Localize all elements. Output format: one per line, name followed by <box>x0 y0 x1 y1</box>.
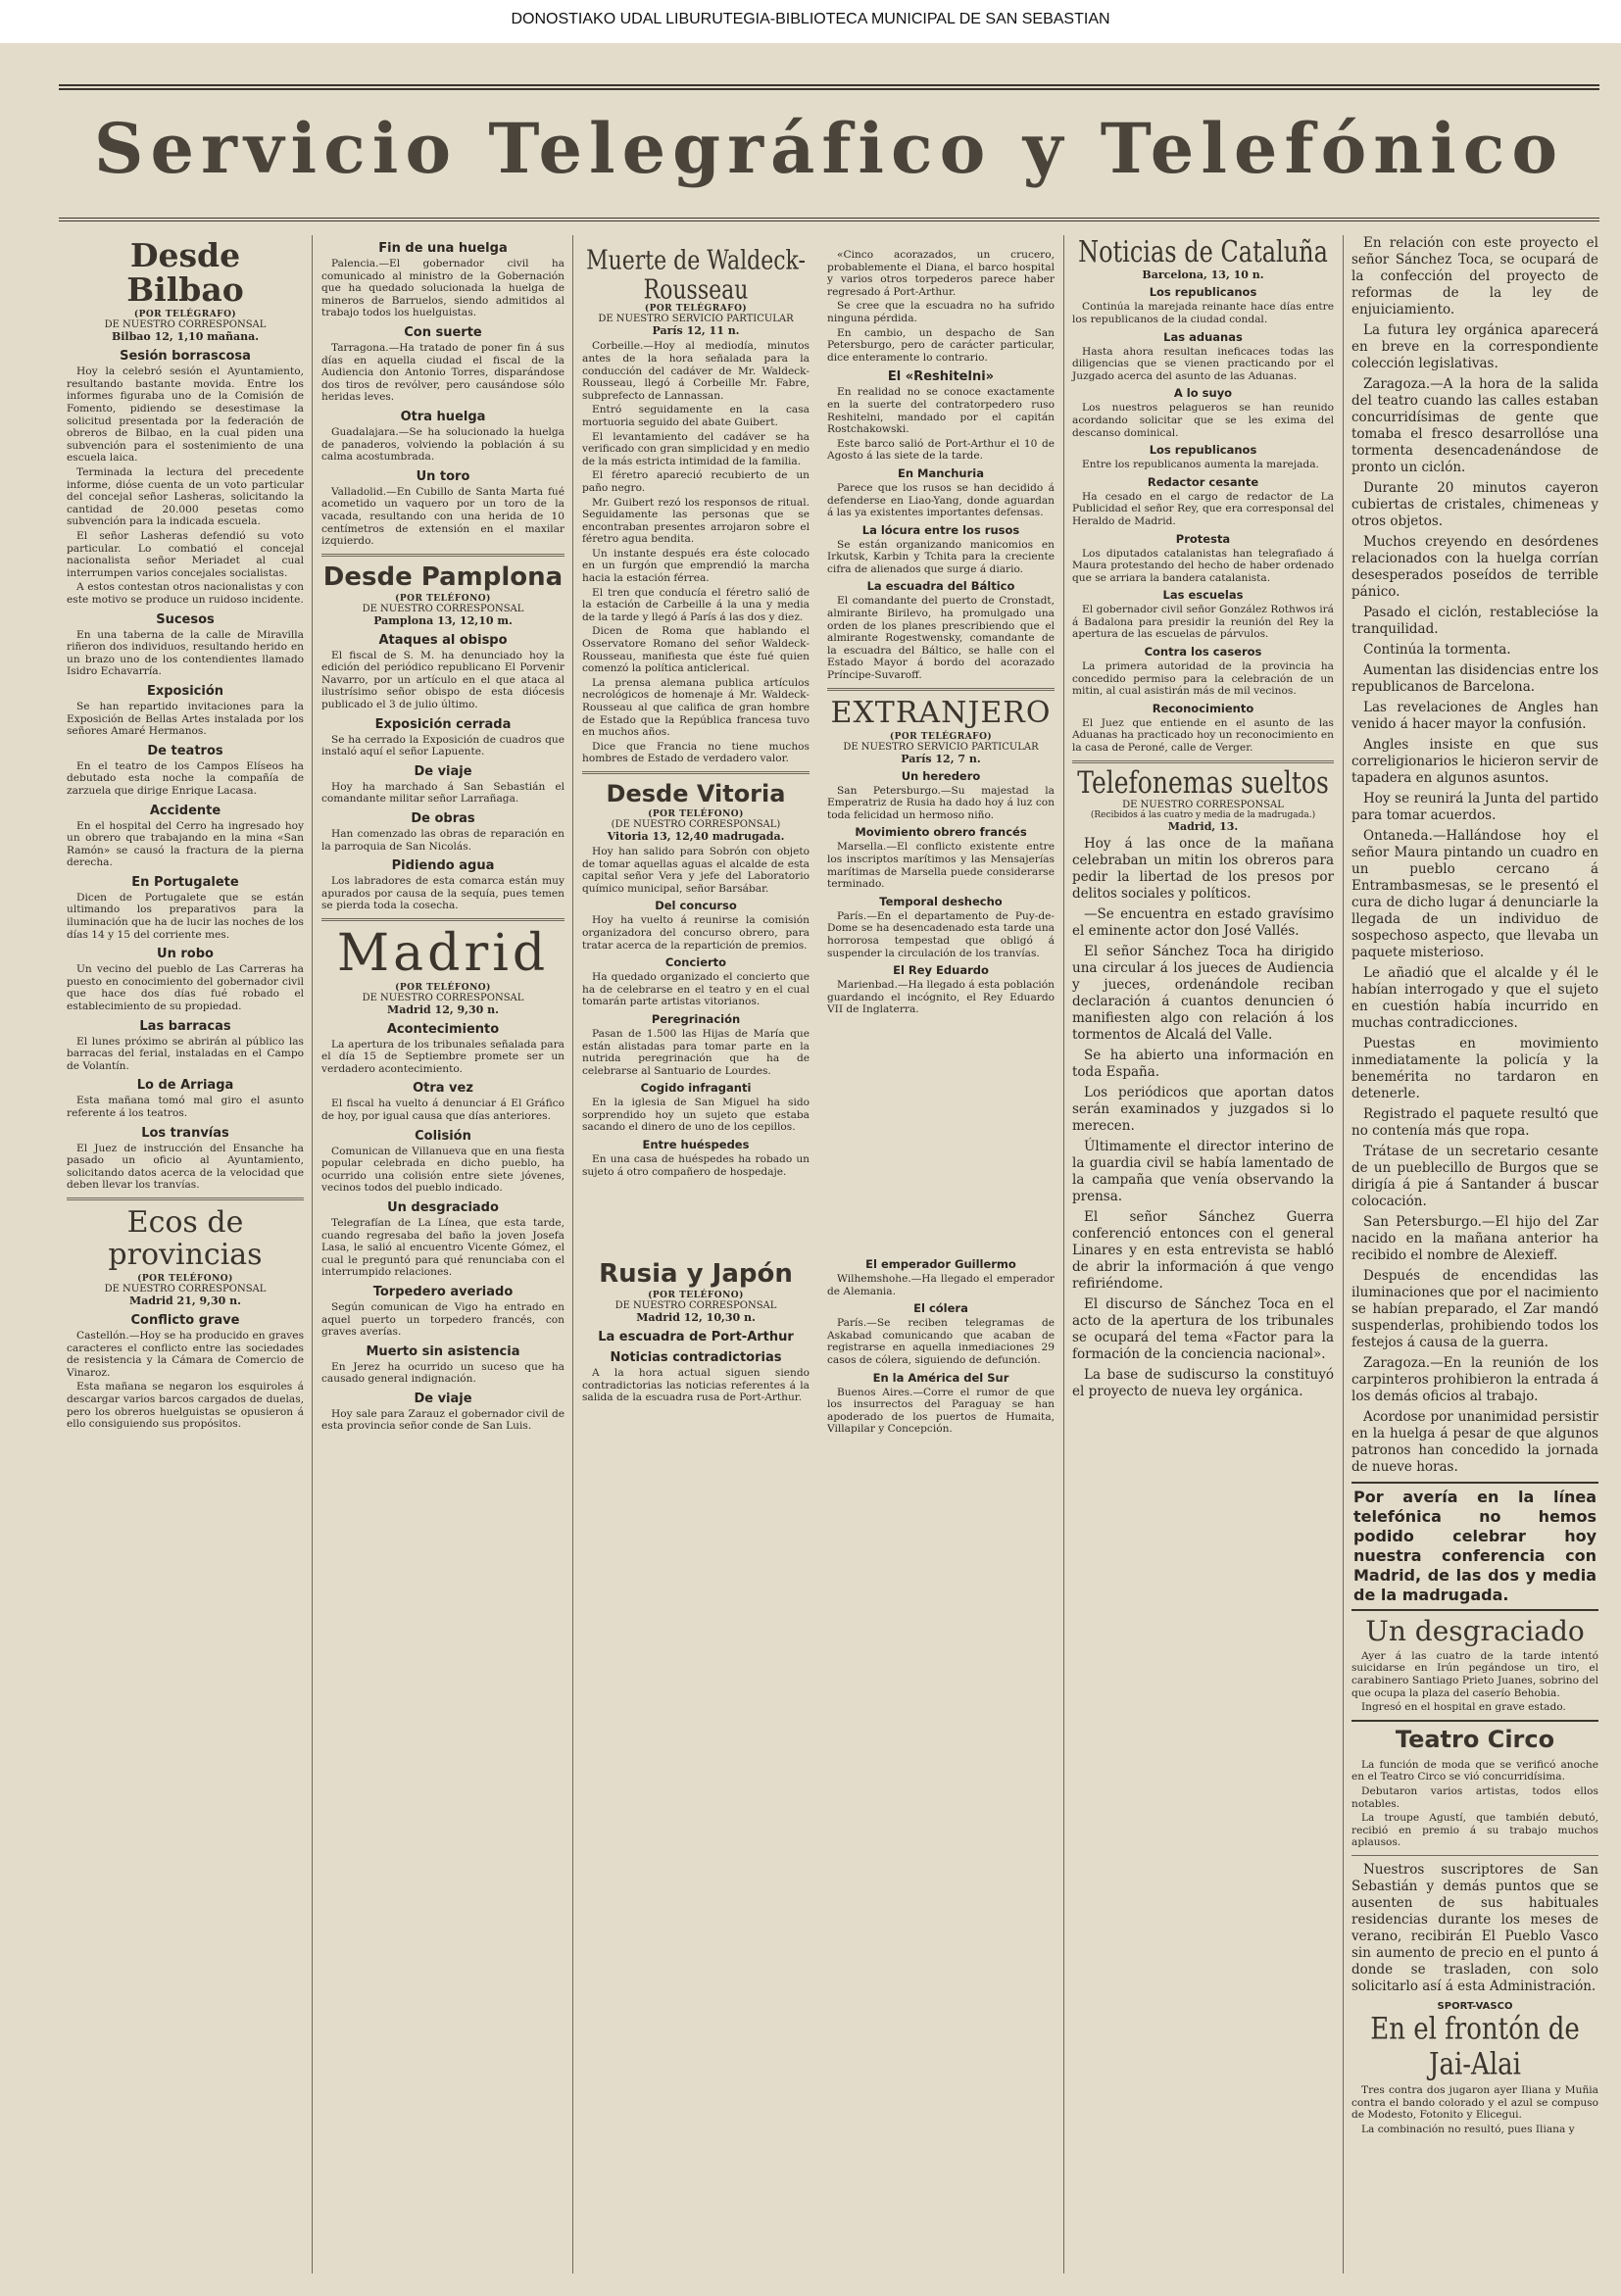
paragraph: Terminada la lectura del precedente informe, dióse cuenta de un voto particular del concejal señor Lasheras, solicitando la cantidad de 20.000 pesetas como subvención para la indicada escuela. <box>67 466 304 528</box>
correspondent-line: DE NUESTRO CORRESPONSAL <box>1122 800 1284 811</box>
subheading: Muerto sin asistencia <box>366 1343 520 1359</box>
paragraph: La prensa alemana publica artículos necrológicos de homenaje á Mr. Waldeck-Rousseau al que califica de gran hombre de Estado que la República francesa tuvo en muchos años. <box>582 676 810 739</box>
source-line: (POR TELÉGRAFO) <box>644 304 748 315</box>
paragraph: Hoy se reunirá la Junta del partido para tomar acuerdos. <box>1351 791 1598 823</box>
paragraph: A la hora actual siguen siendo contradictorias las noticias referentes á la salida de la escuadra rusa de Port-Arthur. <box>582 1367 810 1404</box>
paragraph: Un vecino del pueblo de Las Carreras ha puesto en conocimiento del gobernador civil que hace dos días fué robado el establecimiento de su propiedad. <box>67 963 304 1013</box>
subheading: Acontecimiento <box>386 1021 500 1037</box>
source-line: (POR TELÉFONO) <box>395 982 491 993</box>
paragraph: La base de sudiscurso la constituyó el proyecto de nueva ley orgánica. <box>1072 1367 1334 1400</box>
dateline: Bilbao 12, 1,10 mañana. <box>111 330 260 344</box>
subheading: De viaje <box>414 1391 472 1406</box>
paragraph: Hoy han salido para Sobrón con objeto de tomar aquellas aguas el alcalde de esta capital señor Vera y jefe del Laboratorio químico municipal, señor Barsábar. <box>582 845 810 895</box>
dateline: Madrid, 13. <box>1167 820 1239 834</box>
paragraph: Ayer á las cuatro de la tarde intentó suicidarse en Irún pegándose un tiro, el carabinero Santiago Prieto Juanes, sobrino del que ocupa la plaza del caserío Behobia. <box>1351 1649 1598 1699</box>
paragraph: Después de encendidas las iluminaciones que por el nacimiento se habían preparado, el Zar mandó suspenderlas, prohibiendo todos los festejos á causa de la guerra. <box>1351 1268 1598 1350</box>
subheading: Las escuelas <box>1162 588 1244 603</box>
paragraph: Acordose por unanimidad persistir en la huelga á pesar de que algunos patronos han concedido la jornada de nueve horas. <box>1351 1409 1598 1475</box>
divider <box>582 771 810 774</box>
paragraph: Wilhemshohe.—Ha llegado el emperador de Alemania. <box>827 1273 1055 1297</box>
paragraph: Según comunican de Vigo ha entrado en aquel puerto un torpedero francés, con graves averías. <box>321 1300 565 1339</box>
subheading: Los tranvías <box>141 1125 229 1141</box>
subheading: La lócura entre los rusos <box>861 522 1020 537</box>
subheading: Un heredero <box>901 768 981 783</box>
source-line: (POR TELÉFONO) <box>395 593 491 604</box>
subheading: Protesta <box>1175 531 1231 546</box>
paragraph: Pasan de 1.500 las Hijas de María que están alistadas para tomar parte en la nutrida peregrinación que ha de celebrarse al Santuario de Lourdes. <box>582 1027 810 1077</box>
section-title: Madrid <box>336 924 550 983</box>
paragraph: El féretro apareció recubierto de un paño negro. <box>582 469 810 494</box>
paragraph: En cambio, un despacho de San Petersburgo, pero de carácter particular, dice enteramente lo contrario. <box>827 326 1055 364</box>
paragraph: En una casa de huéspedes ha robado un sujeto á otro compañero de hospedaje. <box>582 1153 810 1178</box>
note-line: (Recibidos á las cuatro y media de la madrugada.) <box>1090 810 1316 821</box>
column-3d <box>823 1253 1058 2282</box>
correspondent-line: DE NUESTRO CORRESPONSAL <box>362 992 524 1003</box>
subheading: Las aduanas <box>1163 329 1243 344</box>
source-line: (POR TELÉGRAFO) <box>133 310 237 320</box>
paragraph: Últimamente el director interino de la guardia civil se había lamentado de la campaña que venía observando la prensa. <box>1072 1139 1334 1205</box>
subheading: En Manchuria <box>897 465 984 480</box>
paragraph: Le añadió que el alcalde y él le habían interrogado y que el sujeto en cuestión había incurrido en muchas contradicciones. <box>1351 965 1598 1031</box>
paragraph: Comunican de Villanueva que en una fiesta popular celebrada en dicho pueblo, ha ocurrido una colisión entre siete jóvenes, vecinos todos del pueblo indicado. <box>321 1145 565 1195</box>
paragraph: El tren que conducía el féretro salió de la estación de Carbeille á la una y media de la tarde y llegó á París á las dos y diez. <box>582 586 810 623</box>
paragraph: El Juez que entiende en el asunto de las Aduanas ha practicado hoy un reconocimiento en la casa de Peroné, calle de Verger. <box>1072 716 1334 755</box>
dateline: Vitoria 13, 12,40 madrugada. <box>607 829 785 843</box>
paragraph: Continúa la marejada reinante hace días entre los republicanos de la ciudad condal. <box>1072 301 1334 325</box>
divider <box>827 688 1055 691</box>
section-title: Desde Vitoria <box>606 779 786 807</box>
column-2 <box>318 235 568 2283</box>
subheading: Peregrinación <box>651 1011 741 1026</box>
subheading: Del concurso <box>655 899 737 913</box>
paragraph: El Juez de instrucción del Ensanche ha pasado un oficio al Ayuntamiento, solicitando datos acerca de la velocidad que deben llevar los tranvías. <box>67 1142 304 1192</box>
dateline: Madrid 12, 10,30 n. <box>636 1311 756 1324</box>
dateline: París 12, 7 n. <box>901 752 981 765</box>
subheading: Fin de una huelga <box>378 241 508 256</box>
subheading: Las barracas <box>139 1018 231 1034</box>
paragraph: Ha cesado en el cargo de redactor de La Publicidad el señor Rey, que era corresponsal del Heraldo de Madrid. <box>1072 490 1334 527</box>
paragraph: París.—Se reciben telegramas de Askabad comunicando que acaban de registrarse en aquella inmediaciones 29 casos de cólera, siguiendo de defunción. <box>827 1317 1055 1366</box>
divider <box>321 918 565 921</box>
paragraph: Los diputados catalanistas han telegrafiado á Maura protestando del hecho de haber ordenado que se arriara la bandera catalanista. <box>1072 547 1334 584</box>
paragraph: Tarragona.—Ha tratado de poner fin á sus días en aquella ciudad el fiscal de la Audiencia don Antonio Torres, disparándose dos tiros de revólver, pero causándose sólo heridas leves. <box>321 341 565 404</box>
subheading: Un toro <box>416 468 470 484</box>
subheading: La escuadra del Báltico <box>866 579 1015 594</box>
column-rule <box>1063 235 1064 2273</box>
paragraph: El fiscal de S. M. ha denunciado hoy la edición del periódico republicano El Porvenir Navarro, por un artículo en el que ataca al ilustrísimo señor obispo de esta diócesis publicado el 3 de julio último. <box>321 649 565 711</box>
paragraph: Un instante después era éste colocado en un furgón que emprendió la marcha hacia la estación férrea. <box>582 547 810 585</box>
subheading: Conflicto grave <box>130 1312 240 1328</box>
paragraph: El gobernador civil señor González Rothwos irá á Badalona para presidir la reunión del Rey la apertura de las escuelas de párvulos. <box>1072 604 1334 641</box>
section-title: Rusia y Japón <box>599 1259 793 1289</box>
paragraph: En realidad no se conoce exactamente en la suerte del contratorpedero ruso Reshitelni, mandado por el capitán Rostchakowski. <box>827 386 1055 436</box>
subheading: Contra los caseros <box>1144 645 1262 659</box>
dateline: Madrid 21, 9,30 n. <box>129 1294 241 1307</box>
section-title: Desde Pamplona <box>322 562 564 592</box>
paragraph: El lunes próximo se abrirán al público las barracas del ferial, instaladas en el Campo de Volantín. <box>67 1035 304 1072</box>
subheading: Cogido infraganti <box>640 1081 752 1096</box>
paragraph: Esta mañana se negaron los esquiroles á descargar varios barcos cargados de duelas, pero los obreros huelguistas se opusieron á ello consiguiendo sus propósitos. <box>67 1381 304 1431</box>
paragraph: «Cinco acorazados, un crucero, probablemente el Diana, el barco hospital y varios otros torpederos parece haber regresado á Port-Arthur. <box>827 249 1055 298</box>
paragraph: Hasta ahora resultan ineficaces todas las diligencias que se vienen practicando por el Juzgado acerca del asunto de las Aduanas. <box>1072 345 1334 382</box>
paragraph: Marsella.—El conflicto existente entre los inscriptos marítimos y las Mensajerías marítimas de Marsella puede considerarse terminado. <box>827 841 1055 891</box>
subheading: Ataques al obispo <box>378 632 508 648</box>
paragraph: La troupe Agustí, que también debutó, recibió en premio á su trabajo muchos aplausos. <box>1351 1812 1598 1849</box>
paragraph: En la iglesia de San Miguel ha sido sorprendido hoy un sujeto que estaba sacando el dinero de uno de los cepillos. <box>582 1097 810 1134</box>
paragraph: La función de moda que se verificó anoche en el Teatro Circo se vió concurridísima. <box>1351 1758 1598 1783</box>
masthead-title: Servicio Telegráfico y Telefónico <box>93 108 1565 189</box>
subheading: Los republicanos <box>1149 443 1257 458</box>
section-title: Muerte de Waldeck-Rousseau <box>586 249 806 307</box>
paragraph: Dicen de Portugalete que se están ultimando los preparativos para la iluminación que ha de lucir las noches de los días 14 y 15 del corriente mes. <box>67 891 304 941</box>
column-3c <box>578 1253 813 2282</box>
paragraph: El discurso de Sánchez Toca en el acto de la apertura de los tribunales se ocupará del tema «Factor para la formación de la conciencia nacional». <box>1072 1296 1334 1363</box>
section-kicker: SPORT-VASCO <box>1437 2000 1513 2012</box>
paragraph: Tres contra dos jugaron ayer Iliana y Muñia contra el bando colorado y el azul se compuso de Modesto, Fotonito y Elicegui. <box>1351 2083 1598 2122</box>
paragraph: En una taberna de la calle de Miravilla riñeron dos individuos, resultando herido en un brazo uno de los contendientes llamado Isidro Echavarría. <box>67 628 304 678</box>
subheading: Otra vez <box>413 1081 473 1097</box>
paragraph: Se están organizando manicomios en Irkutsk, Karbin y Tchita para la creciente cifra de alienados que surge á diario. <box>827 538 1055 575</box>
subheading: Sesión borrascosa <box>120 349 251 365</box>
paragraph: El comandante del puerto de Cronstadt, almirante Birilevo, ha promulgado una orden de los planes prescribiendo que el almirante Rogestwensky, comandante de la escuadra del Báltico, se halle con el Estado Mayor á bordo del acorazado Príncipe-Suvaroff. <box>827 595 1055 682</box>
section-title: En el frontón de Jai-Alai <box>1370 2011 1580 2082</box>
paragraph: La primera autoridad de la provincia ha concedido permiso para la celebración de un mitin, al cual asistirán más de mil vecinos. <box>1072 660 1334 698</box>
subheading: Otra huelga <box>400 409 486 424</box>
dateline: Barcelona, 13, 10 n. <box>1142 269 1264 282</box>
paragraph: Hoy la celebró sesión el Ayuntamiento, resultando bastante movida. Entre los informes figuraba uno de la Comisión de Fomento, pidiendo se desestimase la solicitud presentada por la federación de obreros de Bilbao, en la cual piden una subvención para el sostenimiento de una escuela laica. <box>67 366 304 464</box>
paragraph: Telegrafían de La Línea, que esta tarde, cuando regresaba del baño la joven Josefa Lasa, le salió al encuentro Vicente Gómez, el cual le preguntó para qué renunciaba con el interrumpido relaciones. <box>321 1216 565 1279</box>
paragraph: Mr. Guibert rezó los responsos de ritual. Seguidamente las personas que se encontraban presentes arrojaron sobre el féretro agua bendita. <box>582 496 810 546</box>
subheading: Sucesos <box>156 611 215 627</box>
paragraph: Aumentan las disidencias entre los republicanos de Barcelona. <box>1351 662 1598 695</box>
paragraph: En el teatro de los Campos Elíseos ha debutado esta noche la compañía de zarzuela que dirige Enrique Lacasa. <box>67 759 304 797</box>
paragraph: Hoy ha marchado á San Sebastián el comandante militar señor Larrañaga. <box>321 780 565 806</box>
paragraph: El señor Sánchez Guerra conferenció entonces con el general Linares y en esta entrevista se habló de abrir la información á que vengo refiriéndome. <box>1072 1209 1334 1293</box>
subheading: La escuadra de Port-Arthur <box>598 1330 794 1344</box>
dateline: Pamplona 13, 12,10 m. <box>373 613 513 627</box>
paragraph: Guadalajara.—Se ha solucionado la huelga de panaderos, volviendo la población á su calma acostumbrada. <box>321 425 565 464</box>
paragraph: Hoy á las once de la mañana celebraban un mitin los obreros para pedir la libertad de los presos por delitos sociales y políticos. <box>1072 836 1334 903</box>
dateline: Madrid 12, 9,30 n. <box>387 1002 499 1016</box>
paragraph: Ontaneda.—Hallándose hoy el señor Maura pintando un cuadro en un pueblo cercano á Entrambasmesas, se le presentó el cura de dicho lugar á denunciarle la llegada de un individuo de sospechoso aspecto, que llevaba un paquete misterioso. <box>1351 828 1598 960</box>
subheading: Noticias contradictorias <box>610 1350 782 1365</box>
library-header: DONOSTIAKO UDAL LIBURUTEGIA-BIBLIOTECA MUNICIPAL DE SAN SEBASTIAN <box>0 0 1621 43</box>
paragraph: Dice que Francia no tiene muchos hombres de Estado de verdadero valor. <box>582 740 810 765</box>
paragraph: Los periódicos que aportan datos serán examinados y juzgados si lo merecen. <box>1072 1085 1334 1135</box>
source-line: (POR TELÉFONO) <box>648 808 744 819</box>
section-title: Noticias de Cataluña <box>1078 235 1328 269</box>
correspondent-line: DE NUESTRO SERVICIO PARTICULAR <box>843 741 1039 753</box>
paragraph: En relación con este proyecto el señor Sánchez Toca, se ocupará de la confección del proyecto de reformas de la ley de enjuiciamiento. <box>1351 235 1598 318</box>
column-5 <box>1348 235 1602 2283</box>
paragraph: El señor Sánchez Toca ha dirigido una circular á los jueces de Audiencia y jueces, ordenándole reciban declaración á cuantos denuncien ó manifiesten algo con relación á los tormentos de Alcalá del Valle. <box>1072 944 1334 1044</box>
subheading: Torpedero averiado <box>372 1284 514 1299</box>
source-line: (POR TELÉGRAFO) <box>889 731 993 742</box>
section-title: Telefonemas sueltos <box>1077 763 1329 801</box>
paragraph: Los labradores de esta comarca están muy apurados por causa de la sequía, pues temen se pierda toda la cosecha. <box>321 875 565 912</box>
subheading: Reconocimiento <box>1152 701 1254 715</box>
subheading: Redactor cesante <box>1147 474 1259 489</box>
paragraph: Trátase de un secretario cesante de un pueblecillo de Burgos que se dirigía á pie á Santander á buscar colocación. <box>1351 1144 1598 1209</box>
subheading: De teatros <box>147 743 223 758</box>
column-1 <box>63 235 308 2283</box>
paragraph: En Jerez ha ocurrido un suceso que ha causado general indignación. <box>321 1360 565 1386</box>
paragraph: San Petersburgo.—El hijo del Zar nacido en la mañana anterior ha recibido el nombre de Alexieff. <box>1351 1214 1598 1263</box>
paragraph: Castellón.—Hoy se ha producido en graves caracteres el conflicto entre las sociedades de resistencia y la Cámara de Comercio de Vinaroz. <box>67 1329 304 1379</box>
paragraph: San Petersburgo.—Su majestad la Emperatriz de Rusia ha dado hoy á luz con toda felicidad un hermoso niño. <box>827 784 1055 821</box>
subheading: Con suerte <box>404 324 482 340</box>
subheading: El «Reshitelni» <box>887 369 995 385</box>
paragraph: Han comenzado las obras de reparación en la parroquia de San Nicolás. <box>321 828 565 853</box>
paragraph: Registrado el paquete resultó que no contenía más que ropa. <box>1351 1106 1598 1139</box>
paragraph: Pasado el ciclón, restablecióse la tranquilidad. <box>1351 605 1598 637</box>
divider <box>67 1197 304 1200</box>
subheading: En Portugalete <box>131 874 239 890</box>
column-3a <box>578 249 813 1248</box>
subheading: Un robo <box>157 947 214 962</box>
paragraph: La futura ley orgánica aparecerá en breve en la correspondiente colección legislativas. <box>1351 322 1598 371</box>
paragraph: Puestas en movimiento inmediatamente la policía y la benemérita no tardaron en detenerle. <box>1351 1036 1598 1101</box>
subheading: El Rey Eduardo <box>893 963 989 978</box>
divider <box>321 554 565 557</box>
column-rule <box>572 235 573 2273</box>
section-title: Teatro Circo <box>1351 1720 1598 1757</box>
paragraph: Parece que los rusos se han decidido á defenderse en Liao-Yang, donde aguardan á las ya existentes importantes defensas. <box>827 481 1055 519</box>
paragraph: Debutaron varios artistas, todos ellos notables. <box>1351 1784 1598 1810</box>
paragraph: Hoy sale para Zarauz el gobernador civil de esta provincia señor conde de San Luis. <box>321 1407 565 1433</box>
paragraph: El levantamiento del cadáver se ha verificado con gran simplicidad y en medio de la más estricta intimidad de la familia. <box>582 430 810 467</box>
subheading: El cólera <box>913 1301 968 1316</box>
subheading: Accidente <box>149 803 221 818</box>
paragraph: Se ha cerrado la Exposición de cuadros que instaló aquí el señor Lapuente. <box>321 733 565 758</box>
paragraph: Angles insiste en que sus correligionarios le hicieron servir de tapadera en algunos asuntos. <box>1351 737 1598 786</box>
paragraph: Palencia.—El gobernador civil ha comunicado al ministro de la Gobernación que ha quedado solucionada la huelga de mineros de Barruelos, siendo admitidos al trabajo todos los huelguistas. <box>321 258 565 319</box>
divider <box>1351 1855 1598 1856</box>
paragraph: A estos contestan otros nacionalistas y con este motivo se produce un ruidoso incidente. <box>67 581 304 606</box>
correspondent-line: DE NUESTRO CORRESPONSAL <box>104 1283 267 1295</box>
paragraph: Durante 20 minutos cayeron cubiertas de cristales, chimeneas y otros objetos. <box>1351 480 1598 529</box>
correspondent-line: DE NUESTRO CORRESPONSAL <box>614 1300 777 1311</box>
source-line: (POR TELÉFONO) <box>137 1273 233 1284</box>
subheading: Los republicanos <box>1149 285 1257 300</box>
paragraph: Las revelaciones de Angles han venido á hacer mayor la confusión. <box>1351 700 1598 732</box>
subheading: Exposición <box>146 683 224 699</box>
section-title: Un desgraciado <box>1365 1615 1585 1647</box>
subheading: Movimiento obrero francés <box>855 825 1027 840</box>
paragraph: Buenos Aires.—Corre el rumor de que los insurrectos del Paraguay se han apoderado de los puertos de Humaita, Villapilar y Concepción. <box>827 1386 1055 1436</box>
subheading: Entre huéspedes <box>642 1138 750 1152</box>
section-title: Desde Bilbao <box>126 236 244 309</box>
subheading: Un desgraciado <box>387 1199 499 1215</box>
masthead <box>59 84 1599 221</box>
correspondent-line: (DE NUESTRO CORRESPONSAL) <box>611 818 781 830</box>
paragraph: Ingresó en el hospital en grave estado. <box>1361 1701 1566 1714</box>
subheading: En la América del Sur <box>872 1370 1009 1385</box>
notice-box: Por avería en la línea telefónica no hemos podido celebrar hoy nuestra conferencia con Madrid, de las dos y media de la madrugada. <box>1351 1482 1598 1611</box>
subheading: De viaje <box>414 763 472 779</box>
paragraph: Valladolid.—En Cubillo de Santa Marta fué acometido un vaquero por un toro de la vacada, resultando con una herida de 10 centímetros de extensión en el maxilar izquierdo. <box>321 485 565 548</box>
section-title: EXTRANJERO <box>830 695 1052 730</box>
subheading: Colisión <box>415 1128 471 1144</box>
paragraph: Muchos creyendo en desórdenes relacionados con la huelga corrían desesperados poseídos de terrible pánico. <box>1351 534 1598 600</box>
paragraph: Entre los republicanos aumenta la marejada. <box>1082 459 1319 471</box>
paragraph: Continúa la tormenta. <box>1363 642 1511 658</box>
paragraph: —Se encuentra en estado gravísimo el eminente actor don José Vallés. <box>1072 906 1334 940</box>
paragraph: Corbeille.—Hoy al mediodía, minutos antes de la hora señalada para la conducción del cadáver de Mr. Waldeck-Rousseau, llegó á Corbeille Mr. Fabre, subprefecto de Lannassan. <box>582 340 810 402</box>
paragraph: La apertura de los tribunales señalada para el día 15 de Septiembre promete ser un verdadero acontecimiento. <box>321 1038 565 1075</box>
subheading: A lo suyo <box>1173 386 1233 401</box>
correspondent-line: DE NUESTRO CORRESPONSAL <box>104 319 267 331</box>
paragraph: Los nuestros pelagueros se han reunido acordando solicitar que se les exima del descanso dominical. <box>1072 402 1334 439</box>
paragraph: En el hospital del Cerro ha ingresado hoy un obrero que trabajando en la mina «San Ramón» se causó la fractura de la pierna derecha. <box>67 819 304 869</box>
column-rule <box>1343 235 1344 2273</box>
subheading: Lo de Arriaga <box>136 1078 234 1094</box>
paragraph: Se cree que la escuadra no ha sufrido ninguna pérdida. <box>827 300 1055 324</box>
paragraph: Nuestros suscriptores de San Sebastián y demás puntos que se ausenten de sus habituales residencias durante los meses de verano, recibirán El Pueblo Vasco sin aumento de precio en el punto á donde se trasladen, con solo solicitarlo así á esta Administración. <box>1351 1861 1598 1994</box>
column-3b <box>823 249 1058 1248</box>
paragraph: Este barco salió de Port-Arthur el 10 de Agosto á las siete de la tarde. <box>827 437 1055 463</box>
section-title: Ecos de provincias <box>108 1204 263 1272</box>
correspondent-line: DE NUESTRO SERVICIO PARTICULAR <box>598 314 794 325</box>
newspaper-page <box>0 43 1621 2296</box>
divider <box>1072 760 1334 763</box>
subheading: El emperador Guillermo <box>865 1257 1016 1271</box>
paragraph: El señor Lasheras defendió su voto particular. Lo combatió el concejal nacionalista señor Meriadet al cual interrumpen varios concejales socialistas. <box>67 530 304 579</box>
subheading: Temporal deshecho <box>879 894 1003 908</box>
column-4 <box>1068 235 1338 2283</box>
paragraph: Dicen de Roma que hablando el Osservatore Romano del señor Waldeck-Rousseau, manifiesta que éste fué quien comenzó la política anticlerical. <box>582 625 810 675</box>
paragraph: Entró seguidamente en la casa mortuoria seguido del abate Guibert. <box>582 404 810 428</box>
dateline: París 12, 11 n. <box>652 324 740 338</box>
correspondent-line: DE NUESTRO CORRESPONSAL <box>362 603 524 614</box>
paragraph: París.—En el departamento de Puy-de-Dome se ha desencadenado esta tarde una horrorosa tempestad que obligó á suspender la circulación de los tranvías. <box>827 909 1055 959</box>
subheading: Concierto <box>664 955 727 970</box>
paragraph: Zaragoza.—A la hora de la salida del teatro cuando las calles estaban concurridísimas de gente que tomaba el fresco desarrollóse una tormenta desencadenándose de pronto un ciclón. <box>1351 376 1598 475</box>
subheading: Exposición cerrada <box>374 716 512 732</box>
paragraph: La combinación no resultó, pues Iliana y <box>1361 2123 1575 2135</box>
paragraph: Hoy ha vuelto á reunirse la comisión organizadora del concurso obrero, para tratar acerca de la repartición de premios. <box>582 914 810 952</box>
paragraph: El fiscal ha vuelto á denunciar á El Gráfico de hoy, por igual causa que días anteriores. <box>321 1098 565 1122</box>
source-line: (POR TELÉFONO) <box>648 1291 744 1300</box>
paragraph: Zaragoza.—En la reunión de los carpinteros prohibieron la entrada á los demás oficios al trabajo. <box>1351 1355 1598 1404</box>
subheading: De obras <box>411 811 475 827</box>
paragraph: Marienbad.—Ha llegado á esta población guardando el incógnito, el Rey Eduardo VII de Inglaterra. <box>827 979 1055 1016</box>
paragraph: Se han repartido invitaciones para la Exposición de Bellas Artes instalada por los señores Amaré Hermanos. <box>67 700 304 738</box>
column-rule <box>312 235 313 2273</box>
subheading: Pidiendo agua <box>391 858 495 874</box>
paragraph: Se ha abierto una información en toda España. <box>1072 1048 1334 1081</box>
paragraph: Esta mañana tomó mal giro el asunto referente á los teatros. <box>67 1095 304 1119</box>
paragraph: Ha quedado organizado el concierto que ha de celebrarse en el teatro y en el cual tomarán parte artistas vitorianos. <box>582 971 810 1008</box>
